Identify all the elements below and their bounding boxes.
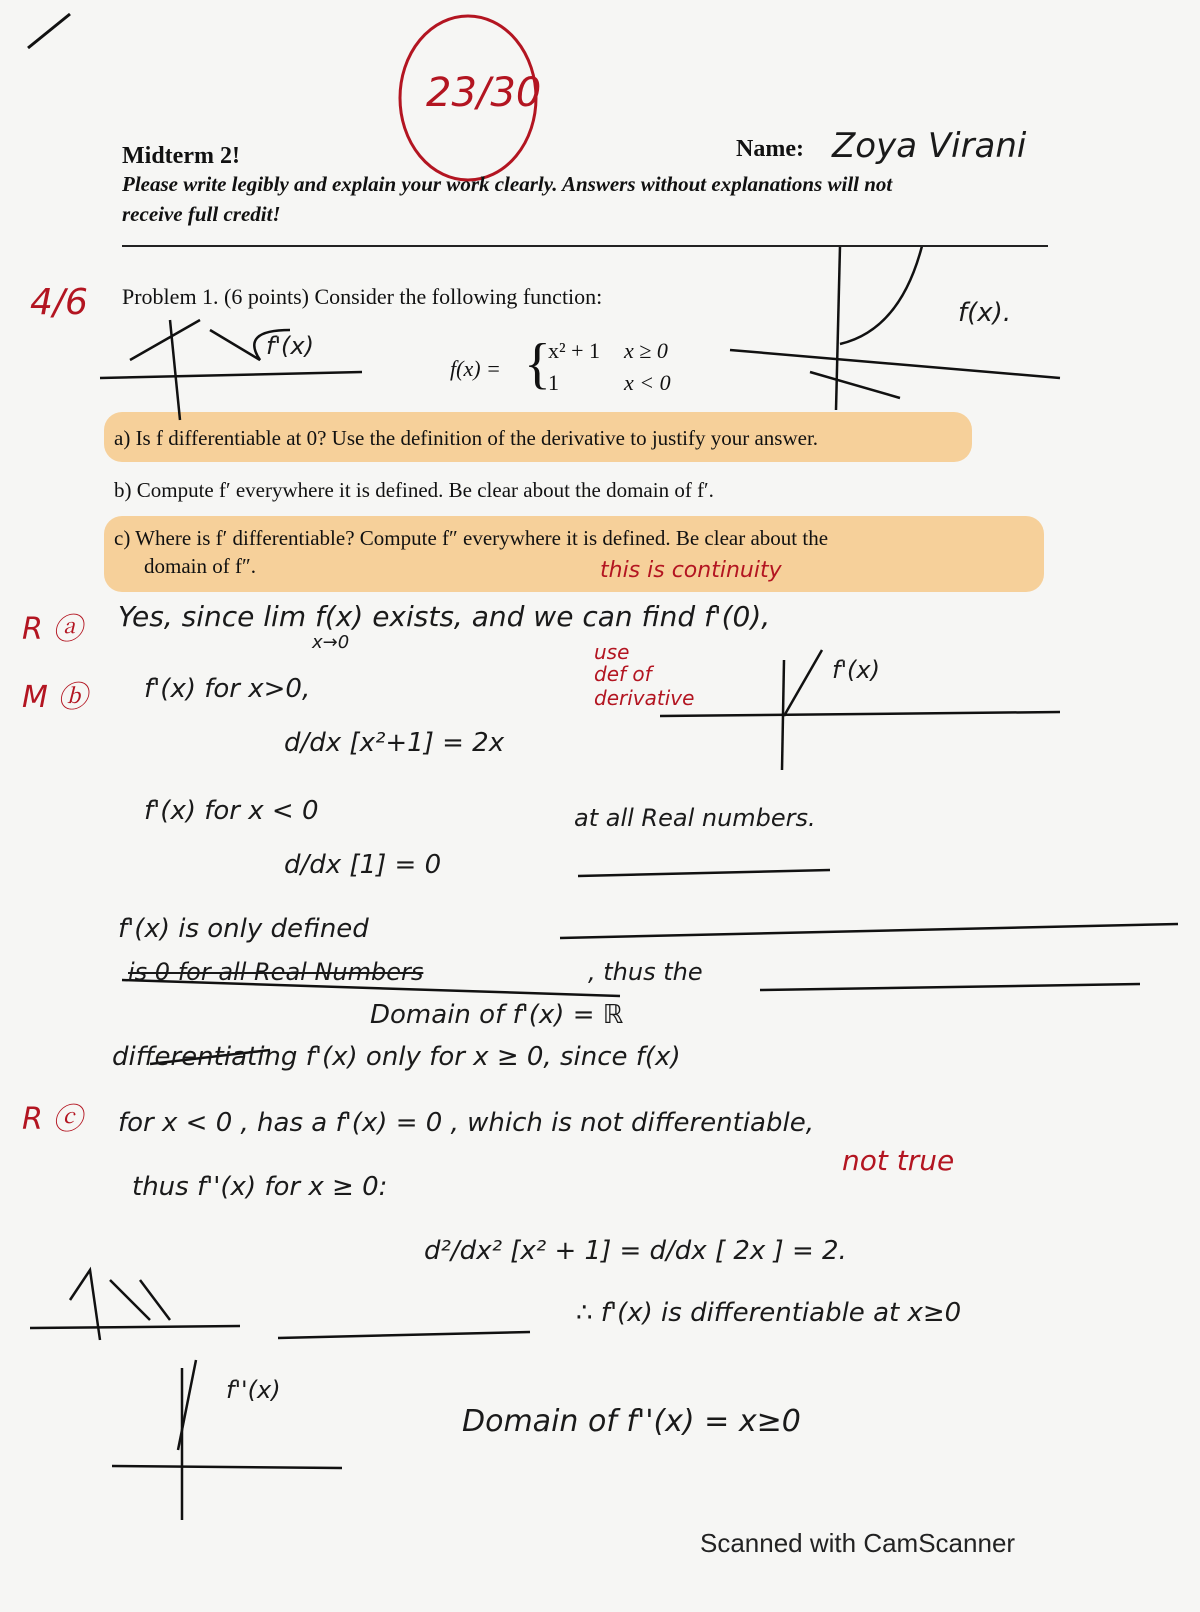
answer-c-line-4: d²/dx² [x² + 1] = d/dx [ 2x ] = 2.	[424, 1236, 847, 1266]
instructions-line-1: Please write legibly and explain your work clearly. Answers without explanations will not	[122, 172, 893, 196]
answer-b-line-7: Domain of f'(x) = ℝ	[370, 1000, 624, 1030]
grade-part-b: M ⓑ	[22, 680, 88, 715]
exam-title: Midterm 2!	[122, 143, 240, 169]
scanner-watermark: Scanned with CamScanner	[700, 1528, 1016, 1558]
part-c-question-line-2: domain of f″.	[144, 554, 256, 578]
answer-a-limit-subscript: x→0	[312, 632, 350, 653]
answer-c-line-2: for x < 0 , has a f'(x) = 0 , which is not differentiable,	[118, 1108, 814, 1138]
graph-label-top-left: f'(x)	[266, 332, 314, 360]
part-a-question: a) Is f differentiable at 0? Use the definition of the derivative to justify your answer.	[114, 426, 819, 450]
header-divider	[122, 245, 1048, 247]
function-lhs: f(x) =	[450, 356, 501, 381]
instructions-line-2: receive full credit!	[122, 202, 281, 226]
comment-use-def-2: def of	[594, 662, 652, 686]
answer-b-line-2: d/dx [x²+1] = 2x	[284, 728, 505, 758]
name-label: Name:	[736, 136, 804, 162]
graph-label-bottom: f''(x)	[226, 1376, 281, 1404]
answer-a-line: Yes, since lim f(x) exists, and we can find f'(0),	[118, 600, 771, 633]
graph-label-middle: f'(x)	[832, 656, 880, 684]
case-1-condition: x ≥ 0	[624, 338, 668, 363]
comment-use-def-3: derivative	[594, 686, 695, 710]
answer-c-line-5: ∴ f'(x) is differentiable at x≥0	[576, 1298, 962, 1328]
case-1-expression: x² + 1	[548, 338, 601, 363]
answer-c-line-6: Domain of f''(x) = x≥0	[462, 1404, 801, 1439]
answer-c-line-3: thus f''(x) for x ≥ 0:	[132, 1172, 388, 1202]
answer-b-line-3: f'(x) for x < 0	[144, 796, 319, 826]
grade-part-c: R ⓒ	[22, 1102, 83, 1137]
answer-b-line-5: f'(x) is only defined	[118, 914, 369, 944]
grade-part-a: R ⓐ	[22, 612, 83, 647]
score-total: 23/30	[426, 70, 542, 116]
graph-label-top-right: f(x).	[958, 298, 1012, 328]
comment-use-def-1: use	[594, 640, 630, 664]
answer-b-right-note: at all Real numbers.	[574, 804, 816, 832]
problem-title: Problem 1. (6 points) Consider the following function:	[122, 284, 603, 309]
answer-b-line-6: , thus the	[588, 958, 703, 986]
name-value: Zoya Virani	[832, 126, 1027, 166]
answer-b-line-4: d/dx [1] = 0	[284, 850, 442, 880]
part-b-question: b) Compute f′ everywhere it is defined. Be clear about the domain of f′.	[114, 478, 714, 502]
comment-continuity: this is continuity	[600, 558, 782, 583]
case-2-condition: x < 0	[624, 370, 671, 395]
comment-not-true: not true	[842, 1144, 955, 1177]
answer-b-line-6-struck: is 0 for all Real Numbers	[128, 958, 424, 986]
problem-margin-score: 4/6	[30, 282, 88, 323]
answer-b-line-1: f'(x) for x>0,	[144, 674, 311, 704]
answer-c-line-1: differentiating f'(x) only for x ≥ 0, since f(x)	[112, 1042, 681, 1072]
function-brace: {	[524, 333, 551, 395]
part-c-question-line-1: c) Where is f′ differentiable? Compute f″ everywhere it is defined. Be clear about the	[114, 526, 829, 550]
case-2-expression: 1	[548, 370, 559, 395]
